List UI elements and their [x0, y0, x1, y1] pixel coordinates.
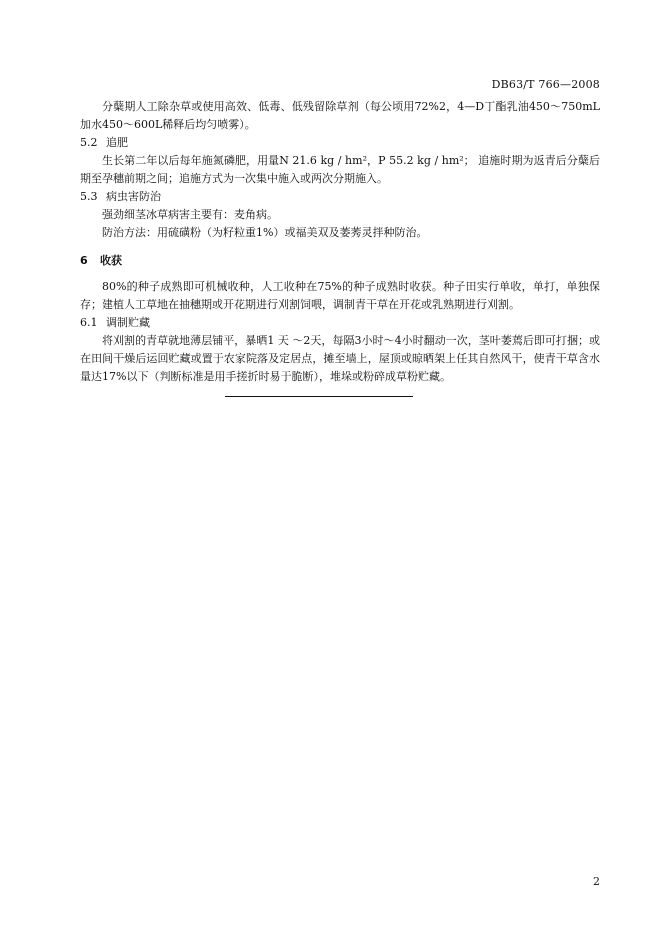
paragraph-storage: 将刈割的青草就地薄层铺平，暴晒1 天 ～2天，每隔3小时～4小时翻动一次，茎叶萎蔫后即可打捆；或在田间干燥后运回贮藏或置于农家院落及定居点，摊至墙上，屋顶或晾晒架上任其自然风干，使青干草含水量达17%以下（判断标准是用手搓折时易于脆断），堆垛或粉碎成草粉贮藏。 — [80, 334, 600, 383]
end-of-document-rule — [225, 396, 413, 397]
subsection-heading-5-3 — [80, 188, 600, 206]
paragraph-control-method: 防治方法：用硫磺粉（为籽粒重1%）或福美双及萎莠灵拌种防治。 — [102, 226, 428, 239]
subsection-number: 6.1 — [80, 316, 98, 329]
subsection-heading-5-2 — [80, 134, 600, 152]
document-body — [80, 98, 600, 397]
subsection-title: 追肥 — [106, 136, 128, 149]
document-id: DB63/T 766—2008 — [491, 78, 600, 91]
subsection-title: 病虫害防治 — [106, 190, 161, 203]
subsection-title: 调制贮藏 — [106, 316, 150, 329]
paragraph-harvest: 80%的种子成熟即可机械收种，人工收种在75%的种子成熟时收获。种子田实行单收，单打，单独保存；建植人工草地在抽穗期或开花期进行刈割饲喂，调制青干草在开花或乳熟期进行刈割。 — [80, 280, 600, 311]
subsection-heading-6-1 — [80, 314, 600, 332]
paragraph-fertilization: 生长第二年以后每年施氮磷肥，用量N 21.6 kg / hm²，P 55.2 kg / hm²； 追施时期为返青后分蘖后期至孕穗前期之间；追施方式为一次集中施入或两次分期施入。 — [80, 154, 600, 185]
section-heading-6 — [80, 252, 600, 270]
page-number: 2 — [593, 875, 600, 888]
section-title: 收获 — [100, 254, 122, 267]
paragraph-weed-control: 分蘖期人工除杂草或使用高效、低毒、低残留除草剂（每公顷用72%2，4—D丁酯乳油450～750mL加水450～600L稀释后均匀喷雾）。 — [80, 100, 600, 131]
paragraph-disease: 强劲细茎冰草病害主要有：麦角病。 — [102, 208, 278, 221]
section-number: 6 — [80, 254, 88, 267]
subsection-number: 5.3 — [80, 190, 98, 203]
subsection-number: 5.2 — [80, 136, 98, 149]
